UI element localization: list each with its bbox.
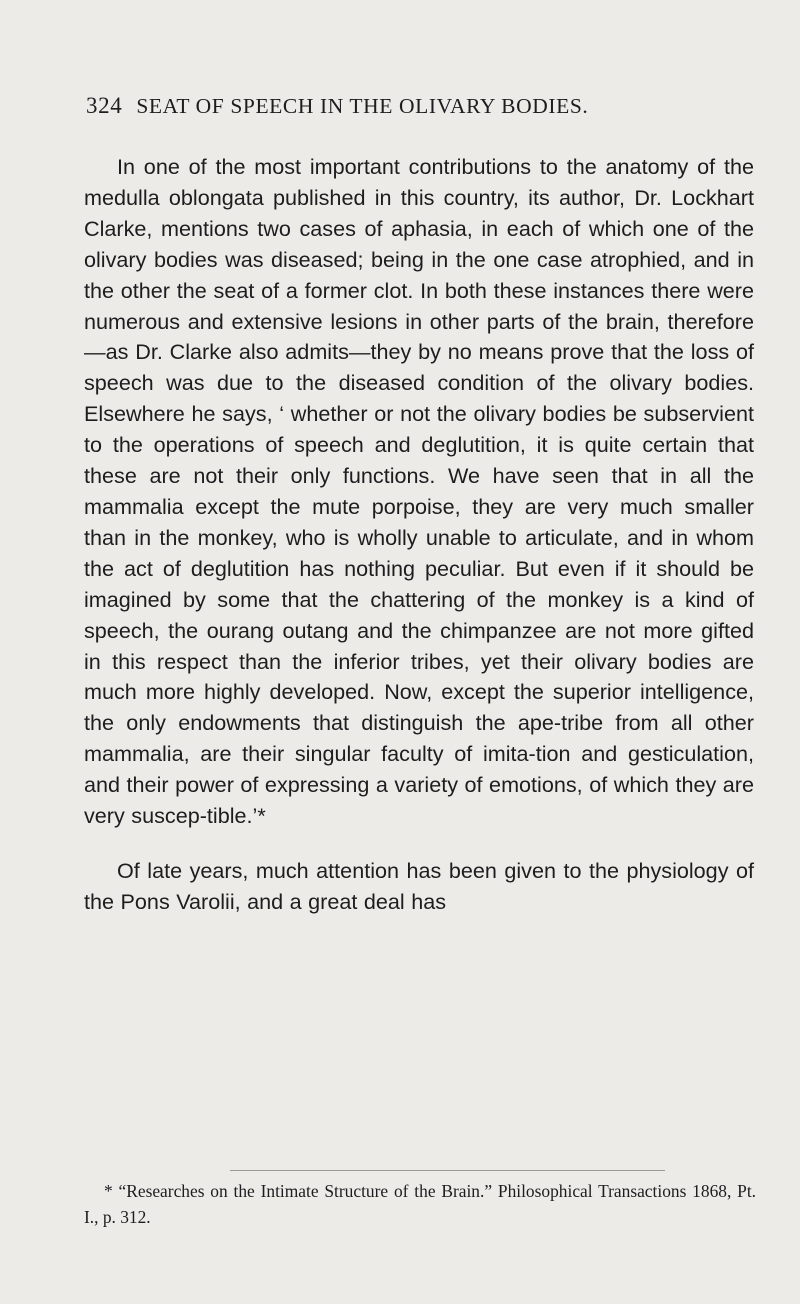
body-text	[84, 152, 754, 918]
page-number: 324	[86, 93, 123, 118]
paragraph-olivary-bodies: In one of the most important contributions to the anatomy of the medulla oblongata published in this country, its author, Dr. Lockhart Clarke, mentions two cases of aphasia, in each of which one of the olivary bodies was diseased; being in the one case atrophied, and in the other the seat of a former clot. In both these instances there were numerous and extensive lesions in other parts of the brain, therefore—as Dr. Clarke also admits—they by no means prove that the loss of speech was due to the diseased condition of the olivary bodies. Elsewhere he says, ‘ whether or not the olivary bodies be subservient to the operations of speech and deglutition, it is quite certain that these are not their only functions. We have seen that in all the mammalia except the mute porpoise, they are very much smaller than in the monkey, who is wholly unable to articulate, and in whom the act of deglutition has nothing peculiar. But even if it should be imagined by some that the chattering of the monkey is a kind of speech, the ourang outang and the chimpanzee are not more gifted in this respect than the inferior tribes, yet their olivary bodies are much more highly developed. Now, except the superior intelligence, the only endowments that distinguish the ape-tribe from all other mammalia, are their singular faculty of imita-tion and gesticulation, and their power of expressing a variety of emotions, of which they are very suscep-tible.’*	[84, 154, 754, 829]
footnote-rule	[230, 1170, 665, 1171]
running-title: SEAT OF SPEECH IN THE OLIVARY BODIES.	[136, 94, 589, 118]
footnote-text: * “Researches on the Intimate Structure of the Brain.” Philosophical Transactions 1868, Pt. I., p. 312.	[84, 1181, 756, 1227]
footnote	[84, 1178, 756, 1230]
running-head	[86, 92, 746, 120]
paragraph-pons-varolii: Of late years, much attention has been given to the physiology of the Pons Varolii, and a great deal has	[84, 857, 754, 914]
